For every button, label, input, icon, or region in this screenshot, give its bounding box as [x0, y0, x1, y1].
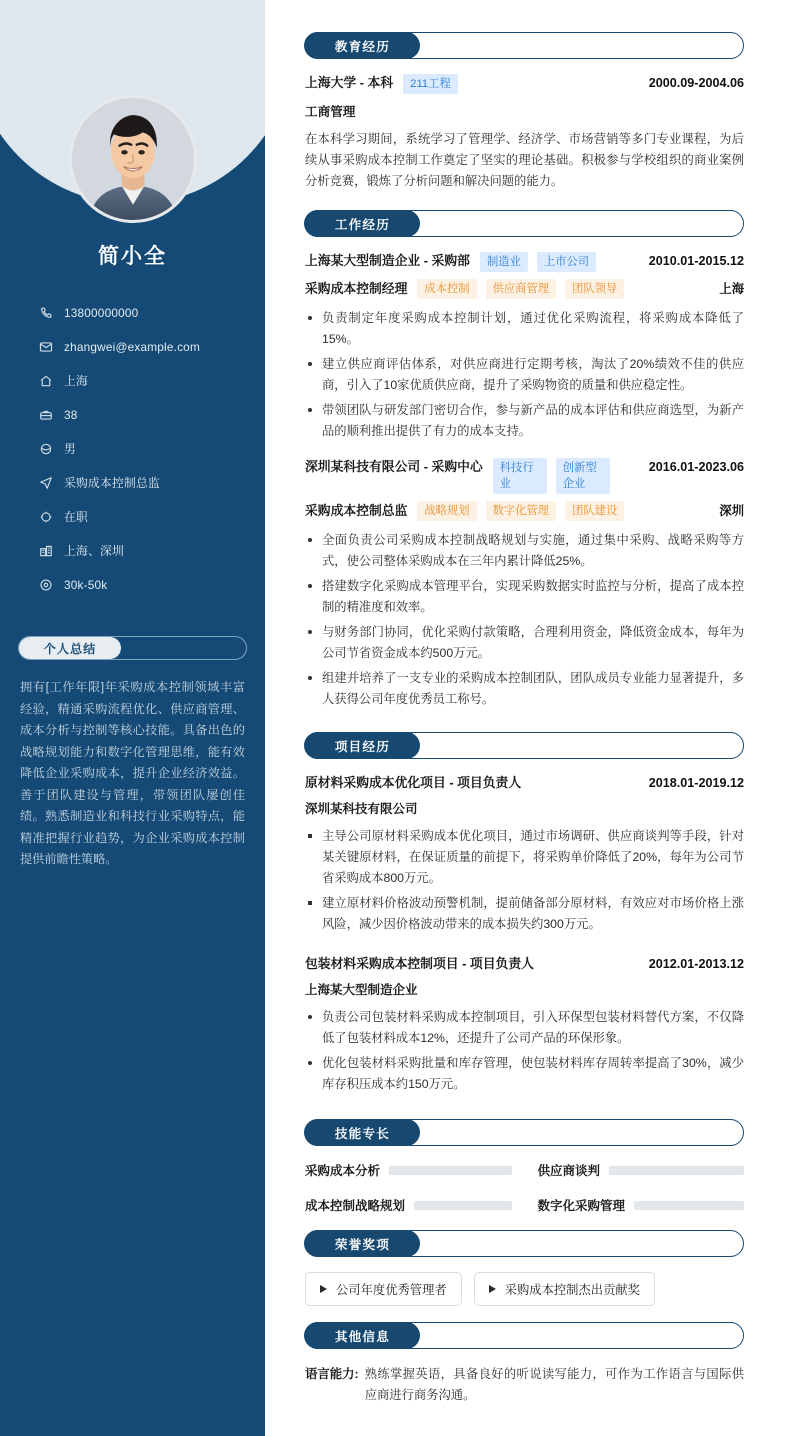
- other-info-value: 熟练掌握英语，具备良好的听说读写能力，可作为工作语言与国际供应商进行商务沟通。: [364, 1367, 744, 1402]
- work-location: 深圳: [719, 504, 744, 518]
- summary-title: 个人总结: [19, 637, 121, 659]
- project-bullets: [305, 826, 744, 935]
- play-triangle-icon: [320, 1285, 327, 1293]
- contact-item-gender: [38, 436, 251, 462]
- entry-header-left: [305, 955, 639, 973]
- work-bullets: [305, 308, 744, 442]
- award-label: 采购成本控制杰出贡献奖: [504, 1283, 640, 1297]
- contact-item-phone: [38, 300, 251, 326]
- work-location: 上海: [719, 282, 744, 296]
- section-title: 教育经历: [304, 32, 420, 59]
- role-tag: 供应商管理: [486, 279, 557, 299]
- bullet-item: 建立供应商评估体系，对供应商进行定期考核，淘汰了20%绩效不佳的供应商，引入了10家优质供应商，提升了采购物资的质量和供应稳定性。: [305, 354, 744, 396]
- entry-header-left: [305, 774, 639, 792]
- job-title: 采购成本控制经理: [305, 281, 408, 296]
- skill-name: 采购成本分析: [305, 1164, 381, 1178]
- role-tag: 战略规划: [417, 501, 476, 521]
- skill-name: 供应商谈判: [537, 1164, 601, 1178]
- project-bullets: [305, 1007, 744, 1095]
- city-icon: [38, 544, 53, 559]
- skill-item: [538, 1161, 745, 1179]
- avatar-photo: [72, 98, 194, 220]
- section-title: 荣誉奖项: [304, 1230, 420, 1257]
- bullet-item: 组建并培养了一支专业的采购成本控制团队，团队成员专业能力显著提升，多人获得公司年度优秀员工称号。: [305, 668, 744, 710]
- job-title: 采购成本控制总监: [305, 503, 408, 518]
- contact-value: 13800000000: [64, 305, 139, 320]
- sidebar: [0, 0, 265, 1436]
- project-name: 原材料采购成本优化项目 - 项目负责人: [305, 775, 522, 790]
- company-tags: [493, 458, 610, 494]
- company-tag: 制造业: [480, 252, 528, 272]
- skill-item: [305, 1161, 512, 1179]
- entry-header: [305, 458, 744, 494]
- section-header-skills: [305, 1119, 744, 1146]
- section-work: [305, 210, 744, 710]
- entry-header: [305, 74, 744, 94]
- bullet-item: 负责公司包装材料采购成本控制项目，引入环保型包装材料替代方案，不仅降低了包装材料成本12%，还提升了公司产品的环保形象。: [305, 1007, 744, 1049]
- person-name: 简小全: [98, 245, 167, 268]
- main-content: [265, 0, 794, 1436]
- entry-subheader-left: [305, 501, 624, 521]
- work-date: 2010.01-2015.12: [648, 254, 744, 268]
- section-other: [305, 1322, 744, 1406]
- section-header-education: [305, 32, 744, 59]
- major-name: 工商管理: [305, 105, 356, 119]
- entry-header-left: [305, 74, 639, 94]
- contact-value: zhangwei@example.com: [64, 339, 200, 354]
- project-date: 2018.01-2019.12: [648, 776, 744, 790]
- award-chip[interactable]: [305, 1272, 462, 1306]
- skill-item: [305, 1196, 512, 1214]
- section-header-project: [305, 732, 744, 759]
- entry-subheader: [305, 501, 744, 521]
- entry-header: [305, 252, 744, 272]
- contact-item-email: [38, 334, 251, 360]
- phone-icon: [38, 306, 53, 321]
- bullet-item: 主导公司原材料采购成本优化项目，通过市场调研、供应商谈判等手段，针对某关键原材料，在保证质量的前提下，将采购单价降低了20%，每年为公司节省采购成本800万元。: [305, 826, 744, 889]
- contact-value: 30k-50k: [64, 577, 108, 592]
- section-project: [305, 732, 744, 1095]
- contact-value: 上海: [64, 373, 88, 388]
- bullet-item: 与财务部门协同，优化采购付款策略，合理利用资金，降低资金成本，每年为公司节省资金成本约500万元。: [305, 622, 744, 664]
- send-icon: [38, 476, 53, 491]
- skill-grid: [305, 1161, 744, 1214]
- section-education: [305, 32, 744, 192]
- company-tag: 创新型企业: [556, 458, 610, 494]
- role-tags: [417, 279, 624, 299]
- summary-block: [18, 636, 247, 871]
- contact-item-target-position: [38, 470, 251, 496]
- role-tags: [417, 501, 624, 521]
- section-header-work: [305, 210, 744, 237]
- gender-icon: [38, 442, 53, 457]
- project-date: 2012.01-2013.12: [648, 957, 744, 971]
- salary-icon: [38, 578, 53, 593]
- contact-item-status: [38, 504, 251, 530]
- company-name: 深圳某科技有限公司 - 采购中心: [305, 459, 483, 474]
- contact-item-age: [38, 402, 251, 428]
- section-skills: [305, 1119, 744, 1214]
- company-tags: [480, 252, 596, 272]
- section-title: 技能专长: [304, 1119, 420, 1146]
- role-tag: 数字化管理: [486, 501, 557, 521]
- award-row: [305, 1272, 744, 1306]
- summary-title-pill: [18, 636, 247, 660]
- contact-list: [38, 300, 265, 598]
- bullet-item: 搭建数字化采购成本管理平台，实现采购数据实时监控与分析，提高了成本控制的精准度和效率。: [305, 576, 744, 618]
- contact-item-salary: [38, 572, 251, 598]
- bullet-item: 带领团队与研发部门密切合作，参与新产品的成本评估和供应商选型，为新产品的顺利推出提供了有力的成本支持。: [305, 400, 744, 442]
- company-name: 上海某大型制造企业 - 采购部: [305, 253, 470, 268]
- contact-value: 男: [64, 441, 76, 456]
- work-bullets: [305, 530, 744, 710]
- section-title: 工作经历: [304, 210, 420, 237]
- briefcase-icon: [38, 408, 53, 423]
- skill-bar: [414, 1201, 511, 1210]
- home-icon: [38, 374, 53, 389]
- award-chip[interactable]: [474, 1272, 655, 1306]
- skill-bar: [389, 1166, 511, 1175]
- contact-item-location: [38, 368, 251, 394]
- section-header-awards: [305, 1230, 744, 1257]
- status-icon: [38, 510, 53, 525]
- work-entry: [305, 252, 744, 442]
- skill-bar: [634, 1201, 744, 1210]
- section-header-other: [305, 1322, 744, 1349]
- contact-item-cities: [38, 538, 251, 564]
- skill-name: 数字化采购管理: [537, 1199, 626, 1213]
- entry-header: [305, 774, 744, 792]
- company-tag: 科技行业: [493, 458, 547, 494]
- contact-value: 上海、深圳: [64, 543, 124, 558]
- bullet-item: 优化包装材料采购批量和库存管理，使包装材料库存周转率提高了30%，减少库存积压成本约150万元。: [305, 1053, 744, 1095]
- work-entry: [305, 458, 744, 710]
- section-awards: [305, 1230, 744, 1306]
- bullet-item: 负责制定年度采购成本控制计划，通过优化采购流程，将采购成本降低了15%。: [305, 308, 744, 350]
- project-entry: [305, 774, 744, 935]
- school-tags: [403, 74, 458, 94]
- award-label: 公司年度优秀管理者: [336, 1283, 447, 1297]
- mail-icon: [38, 340, 53, 355]
- project-entry: [305, 955, 744, 1095]
- contact-value: 采购成本控制总监: [64, 475, 160, 490]
- role-tag: 团队领导: [565, 279, 624, 299]
- role-tag: 团队建设: [565, 501, 624, 521]
- project-company: 深圳某科技有限公司: [305, 802, 418, 816]
- other-info-label: 语言能力:: [305, 1367, 359, 1381]
- school-name: 上海大学 - 本科: [305, 75, 394, 90]
- company-tag: 上市公司: [537, 252, 596, 272]
- skill-name: 成本控制战略规划: [305, 1199, 406, 1213]
- entry-subheader: [305, 279, 744, 299]
- bullet-item: 全面负责公司采购成本控制战略规划与实施，通过集中采购、战略采购等方式，使公司整体采购成本在三年内累计降低25%。: [305, 530, 744, 572]
- education-date: 2000.09-2004.06: [648, 76, 744, 90]
- summary-text: 拥有[工作年限]年采购成本控制领域丰富经验，精通采购流程优化、供应商管理、成本分析与控制等核心技能。具备出色的战略规划能力和数字化管理思维，能有效降低企业采购成本，提升企业经济效益。善于团队建设与管理，带领团队屡创佳绩。熟悉制造业和科技行业采购特点，能精准把握行业趋势，为企业采购成本控制提供前瞻性策略。: [20, 680, 245, 866]
- skill-item: [538, 1196, 745, 1214]
- section-title: 项目经历: [304, 732, 420, 759]
- entry-header-left: [305, 252, 639, 272]
- project-company: 上海某大型制造企业: [305, 983, 418, 997]
- work-date: 2016.01-2023.06: [648, 460, 744, 474]
- role-tag: 成本控制: [417, 279, 476, 299]
- school-tag: 211工程: [403, 74, 458, 94]
- education-entry: [305, 74, 744, 192]
- contact-value: 在职: [64, 509, 88, 524]
- section-title: 其他信息: [304, 1322, 420, 1349]
- entry-header: [305, 955, 744, 973]
- entry-header-left: [305, 458, 639, 494]
- skill-bar: [609, 1166, 744, 1175]
- education-description: 在本科学习期间，系统学习了管理学、经济学、市场营销等多门专业课程，为后续从事采购成本控制工作奠定了坚实的理论基础。积极参与学校组织的商业案例分析竞赛，锻炼了分析问题和解决问题的能力。: [305, 132, 744, 188]
- entry-subheader-left: [305, 279, 624, 299]
- bullet-item: 建立原材料价格波动预警机制，提前储备部分原材料，有效应对市场价格上涨风险，减少因价格波动带来的成本损失约300万元。: [305, 893, 744, 935]
- project-name: 包装材料采购成本控制项目 - 项目负责人: [305, 956, 534, 971]
- play-triangle-icon: [489, 1285, 496, 1293]
- avatar: [69, 95, 197, 223]
- contact-value: 38: [64, 407, 78, 422]
